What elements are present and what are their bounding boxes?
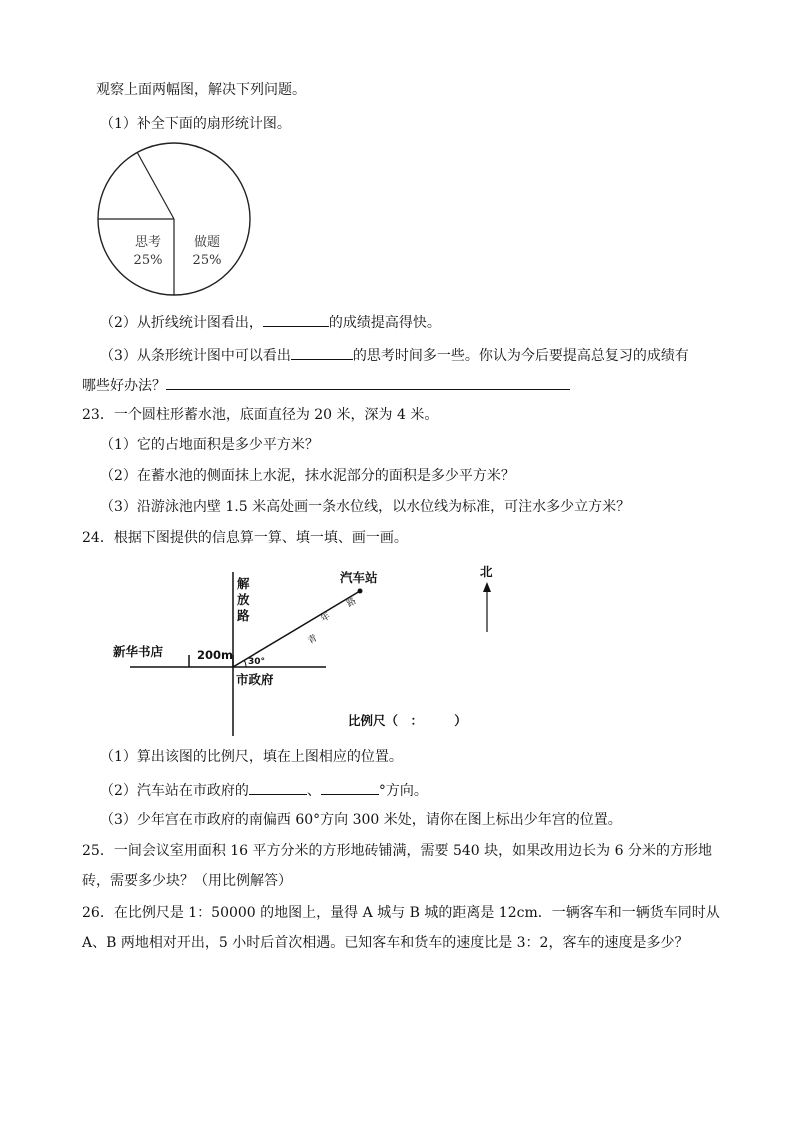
pie-label-exercises: 做题 (193, 235, 221, 250)
pie-value-exercises: 25% (192, 253, 222, 268)
pie-value-thinking: 25% (133, 253, 163, 268)
q22-part3-text-c: 哪些好办法？ (82, 378, 166, 394)
answer-blank[interactable] (291, 343, 353, 360)
q22-part2 (100, 310, 441, 333)
q25-line1: 25．一间会议室用面积 16 平方分米的方形地砖铺满，需要 540 块，如果改用边长为 6 分米的方形地 (82, 843, 712, 859)
bookstore-label: 新华书店 (113, 644, 164, 659)
answer-blank[interactable] (249, 778, 307, 795)
answer-blank[interactable] (263, 310, 329, 327)
q23-part1: （1）它的占地面积是多少平方米？ (100, 437, 319, 453)
q26-line1: 26．在比例尺是 1：50000 的地图上，量得 A 城与 B 城的距离是 12cm．一辆客车和一辆货车同时从 (82, 905, 720, 921)
q24-part2 (100, 778, 428, 801)
q24-part2-text-a: （2）汽车站在市政府的 (100, 783, 249, 799)
road-label-2: 放 (237, 592, 250, 607)
q23-part2: （2）在蓄水池的侧面抹上水泥，抹水泥部分的面积是多少平方米？ (100, 468, 515, 484)
q24-part2-text-b: 、 (306, 783, 321, 799)
map-diagram (100, 560, 520, 736)
q25-line2: 砖，需要多少块？（用比例解答） (82, 873, 292, 889)
diagonal-road-label-2: 年 (319, 611, 333, 625)
q22-part2-text-a: （2）从折线统计图看出， (100, 315, 263, 331)
distance-label: 200m (197, 648, 233, 662)
q23-title: 23．一个圆柱形蓄水池，底面直径为 20 米，深为 4 米。 (82, 407, 439, 423)
bus-station-label: 汽车站 (340, 570, 378, 585)
q22-part3 (100, 343, 689, 366)
q22-part3-text-a: （3）从条形统计图中可以看出 (100, 348, 291, 364)
q22-part3-text-b: 的思考时间多一些。你认为今后要提高总复习的成绩有 (352, 348, 689, 364)
scale-label: 比例尺（ ： ） (348, 713, 467, 728)
q26-line2: A、B 两地相对开出，5 小时后首次相遇。已知客车和货车的速度比是 3：2，客车的速度是多少？ (82, 935, 689, 951)
diagonal-road-label-3: 路 (345, 596, 359, 610)
intro-text: 观察上面两幅图，解决下列问题。 (96, 82, 306, 98)
q24-part3: （3）少年宫在市政府的南偏西 60°方向 300 米处，请你在图上标出少年宫的位置。 (100, 812, 622, 828)
diagonal-road-label-1: 青 (306, 633, 320, 647)
road-label-3: 路 (237, 608, 250, 623)
answer-blank[interactable] (321, 778, 379, 795)
answer-blank[interactable] (166, 373, 570, 390)
q24-part2-text-c: °方向。 (378, 783, 428, 799)
q22-part1: （1）补全下面的扇形统计图。 (100, 116, 291, 132)
q22-part2-text-b: 的成绩提高得快。 (328, 315, 441, 331)
q24-part1: （1）算出该图的比例尺，填在上图相应的位置。 (100, 749, 403, 765)
q23-part3: （3）沿游泳池内壁 1.5 米高处画一条水位线，以水位线为标准，可注水多少立方米？ (100, 499, 631, 515)
angle-label: 30° (248, 657, 266, 667)
pie-label-thinking: 思考 (134, 235, 162, 250)
q22-part3-cont (82, 373, 570, 396)
road-label-1: 解 (237, 576, 250, 591)
pie-chart (96, 140, 256, 300)
north-label: 北 (480, 564, 493, 579)
q24-title: 24．根据下图提供的信息算一算、填一填、画一画。 (82, 530, 408, 546)
city-hall-label: 市政府 (236, 672, 274, 687)
